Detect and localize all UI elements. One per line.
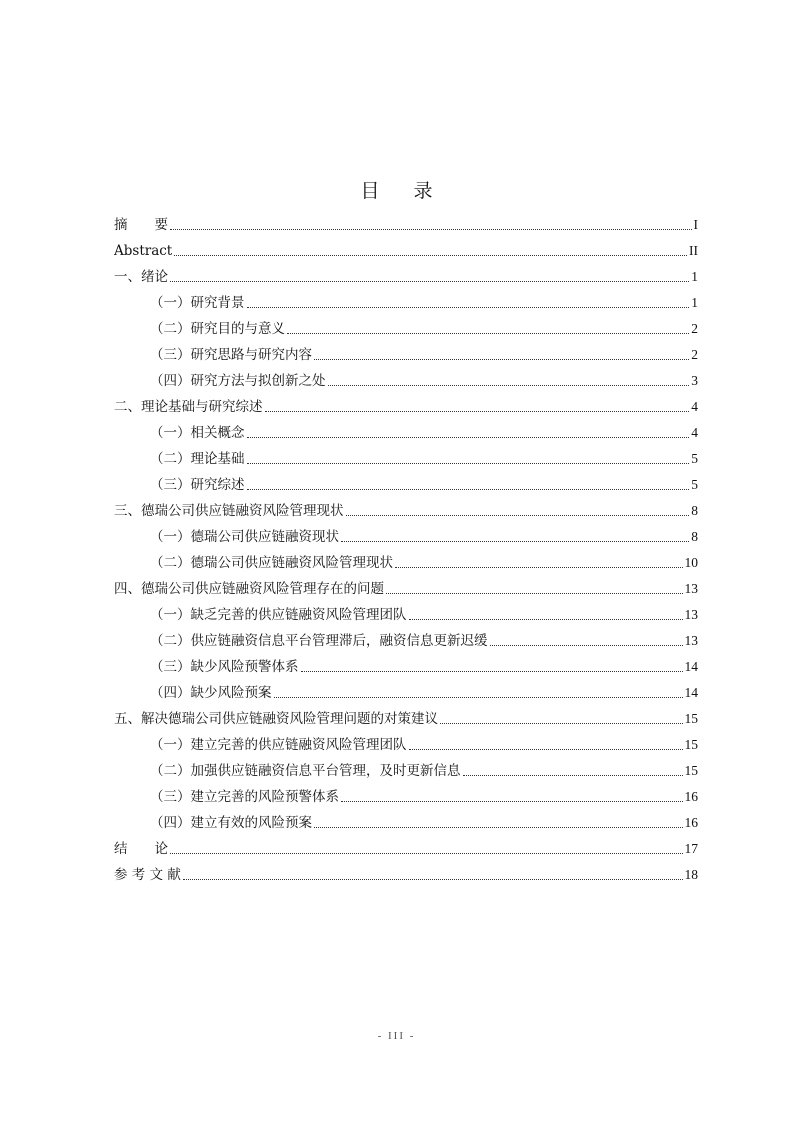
toc-entry-page: 5 <box>691 477 698 492</box>
toc-entry-page: 13 <box>684 581 698 596</box>
toc-entry-page: 13 <box>684 607 698 622</box>
toc-entry-label: 四、德瑞公司供应链融资风险管理存在的问题 <box>114 581 384 597</box>
dot-leader <box>174 254 687 256</box>
toc-entry[interactable] <box>114 858 698 884</box>
dot-leader <box>341 540 689 542</box>
toc-entry[interactable] <box>114 650 698 676</box>
toc-entry-page: 15 <box>684 763 698 778</box>
page-number-footer: - III - <box>377 1030 416 1042</box>
toc-entry-page: 15 <box>684 737 698 752</box>
toc-entry-label: （二）供应链融资信息平台管理滞后，融资信息更新迟缓 <box>150 633 488 649</box>
toc-entry-page: 18 <box>684 867 698 882</box>
dot-leader <box>346 514 690 516</box>
toc-entry-page: II <box>689 243 698 258</box>
dot-leader <box>463 774 683 776</box>
toc-entry-label: （二）德瑞公司供应链融资风险管理现状 <box>150 555 393 571</box>
toc-title: 目录 <box>360 180 467 202</box>
dot-leader <box>314 358 689 360</box>
toc-entry-page: 10 <box>684 555 698 570</box>
dot-leader <box>328 384 690 386</box>
toc-entry[interactable] <box>114 494 698 520</box>
toc-entry-label: （一）研究背景 <box>150 295 245 311</box>
toc-entry[interactable] <box>114 754 698 780</box>
toc-entry-label: （三）缺少风险预警体系 <box>150 659 299 675</box>
toc-entry-label: （二）理论基础 <box>150 451 245 467</box>
toc-entry-page: 4 <box>691 425 698 440</box>
toc-entry[interactable] <box>114 416 698 442</box>
dot-leader <box>395 566 683 568</box>
dot-leader <box>341 800 683 802</box>
toc-entry-page: I <box>693 217 698 232</box>
dot-leader <box>170 228 692 230</box>
toc-entry[interactable] <box>114 780 698 806</box>
toc-entry[interactable] <box>114 598 698 624</box>
dot-leader <box>409 748 683 750</box>
toc-entry-page: 16 <box>684 789 698 804</box>
toc-entry[interactable] <box>114 546 698 572</box>
dot-leader <box>409 618 683 620</box>
toc-entry-label: 参 考 文 献 <box>114 867 181 883</box>
toc-entry-label: 三、德瑞公司供应链融资风险管理现状 <box>114 503 344 519</box>
toc-entry[interactable] <box>114 260 698 286</box>
toc-entry[interactable] <box>114 676 698 702</box>
toc-entry-label: （三）研究综述 <box>150 477 245 493</box>
toc-entry[interactable] <box>114 208 698 234</box>
toc-entry-label: （一）德瑞公司供应链融资现状 <box>150 529 339 545</box>
toc-entry[interactable] <box>114 702 698 728</box>
toc-entry-page: 5 <box>691 451 698 466</box>
dot-leader <box>386 592 683 594</box>
toc-entry-page: 4 <box>691 399 698 414</box>
toc-entry-label: 摘 要 <box>114 217 168 233</box>
dot-leader <box>247 306 690 308</box>
dot-leader <box>265 410 690 412</box>
dot-leader <box>170 852 683 854</box>
toc-entry-label: Abstract <box>114 243 173 259</box>
dot-leader <box>287 332 689 334</box>
toc-entry-label: （二）研究目的与意义 <box>150 321 285 337</box>
dot-leader <box>247 436 690 438</box>
toc-entry-page: 2 <box>691 321 698 336</box>
toc-entry-page: 14 <box>684 659 698 674</box>
toc-entry[interactable] <box>114 520 698 546</box>
dot-leader <box>274 696 683 698</box>
toc-entry-page: 8 <box>691 529 698 544</box>
dot-leader <box>183 878 683 880</box>
toc-entry-page: 3 <box>691 373 698 388</box>
dot-leader <box>301 670 683 672</box>
toc-entry[interactable] <box>114 312 698 338</box>
toc-entry[interactable] <box>114 468 698 494</box>
toc-entry[interactable] <box>114 442 698 468</box>
toc-entry-page: 2 <box>691 347 698 362</box>
toc-entry[interactable] <box>114 832 698 858</box>
toc-entry[interactable] <box>114 728 698 754</box>
toc-entry-label: （一）相关概念 <box>150 425 245 441</box>
toc-entry[interactable] <box>114 572 698 598</box>
table-of-contents <box>114 208 698 884</box>
toc-entry[interactable] <box>114 624 698 650</box>
toc-entry-label: （三）研究思路与研究内容 <box>150 347 312 363</box>
toc-entry[interactable] <box>114 234 698 260</box>
toc-entry-page: 15 <box>684 711 698 726</box>
toc-entry-label: 五、解决德瑞公司供应链融资风险管理问题的对策建议 <box>114 711 438 727</box>
toc-entry[interactable] <box>114 286 698 312</box>
toc-entry-label: （四）研究方法与拟创新之处 <box>150 373 326 389</box>
toc-entry-label: （一）建立完善的供应链融资风险管理团队 <box>150 737 407 753</box>
dot-leader <box>247 488 690 490</box>
dot-leader <box>490 644 683 646</box>
toc-entry[interactable] <box>114 390 698 416</box>
dot-leader <box>440 722 683 724</box>
toc-entry-label: 二、理论基础与研究综述 <box>114 399 263 415</box>
toc-entry-page: 1 <box>691 295 698 310</box>
toc-entry-page: 16 <box>684 815 698 830</box>
toc-entry-page: 17 <box>684 841 698 856</box>
toc-entry-label: （二）加强供应链融资信息平台管理，及时更新信息 <box>150 763 461 779</box>
toc-entry-page: 1 <box>691 269 698 284</box>
toc-entry-page: 13 <box>684 633 698 648</box>
dot-leader <box>247 462 690 464</box>
dot-leader <box>170 280 689 282</box>
toc-entry[interactable] <box>114 806 698 832</box>
toc-entry-label: 一、绪论 <box>114 269 168 285</box>
toc-entry-label: （一）缺乏完善的供应链融资风险管理团队 <box>150 607 407 623</box>
toc-entry[interactable] <box>114 338 698 364</box>
toc-entry-label: （四）缺少风险预案 <box>150 685 272 701</box>
toc-entry-label: 结 论 <box>114 841 168 857</box>
toc-entry-label: （三）建立完善的风险预警体系 <box>150 789 339 805</box>
toc-entry[interactable] <box>114 364 698 390</box>
dot-leader <box>314 826 683 828</box>
toc-entry-page: 14 <box>684 685 698 700</box>
toc-entry-label: （四）建立有效的风险预案 <box>150 815 312 831</box>
toc-entry-page: 8 <box>691 503 698 518</box>
